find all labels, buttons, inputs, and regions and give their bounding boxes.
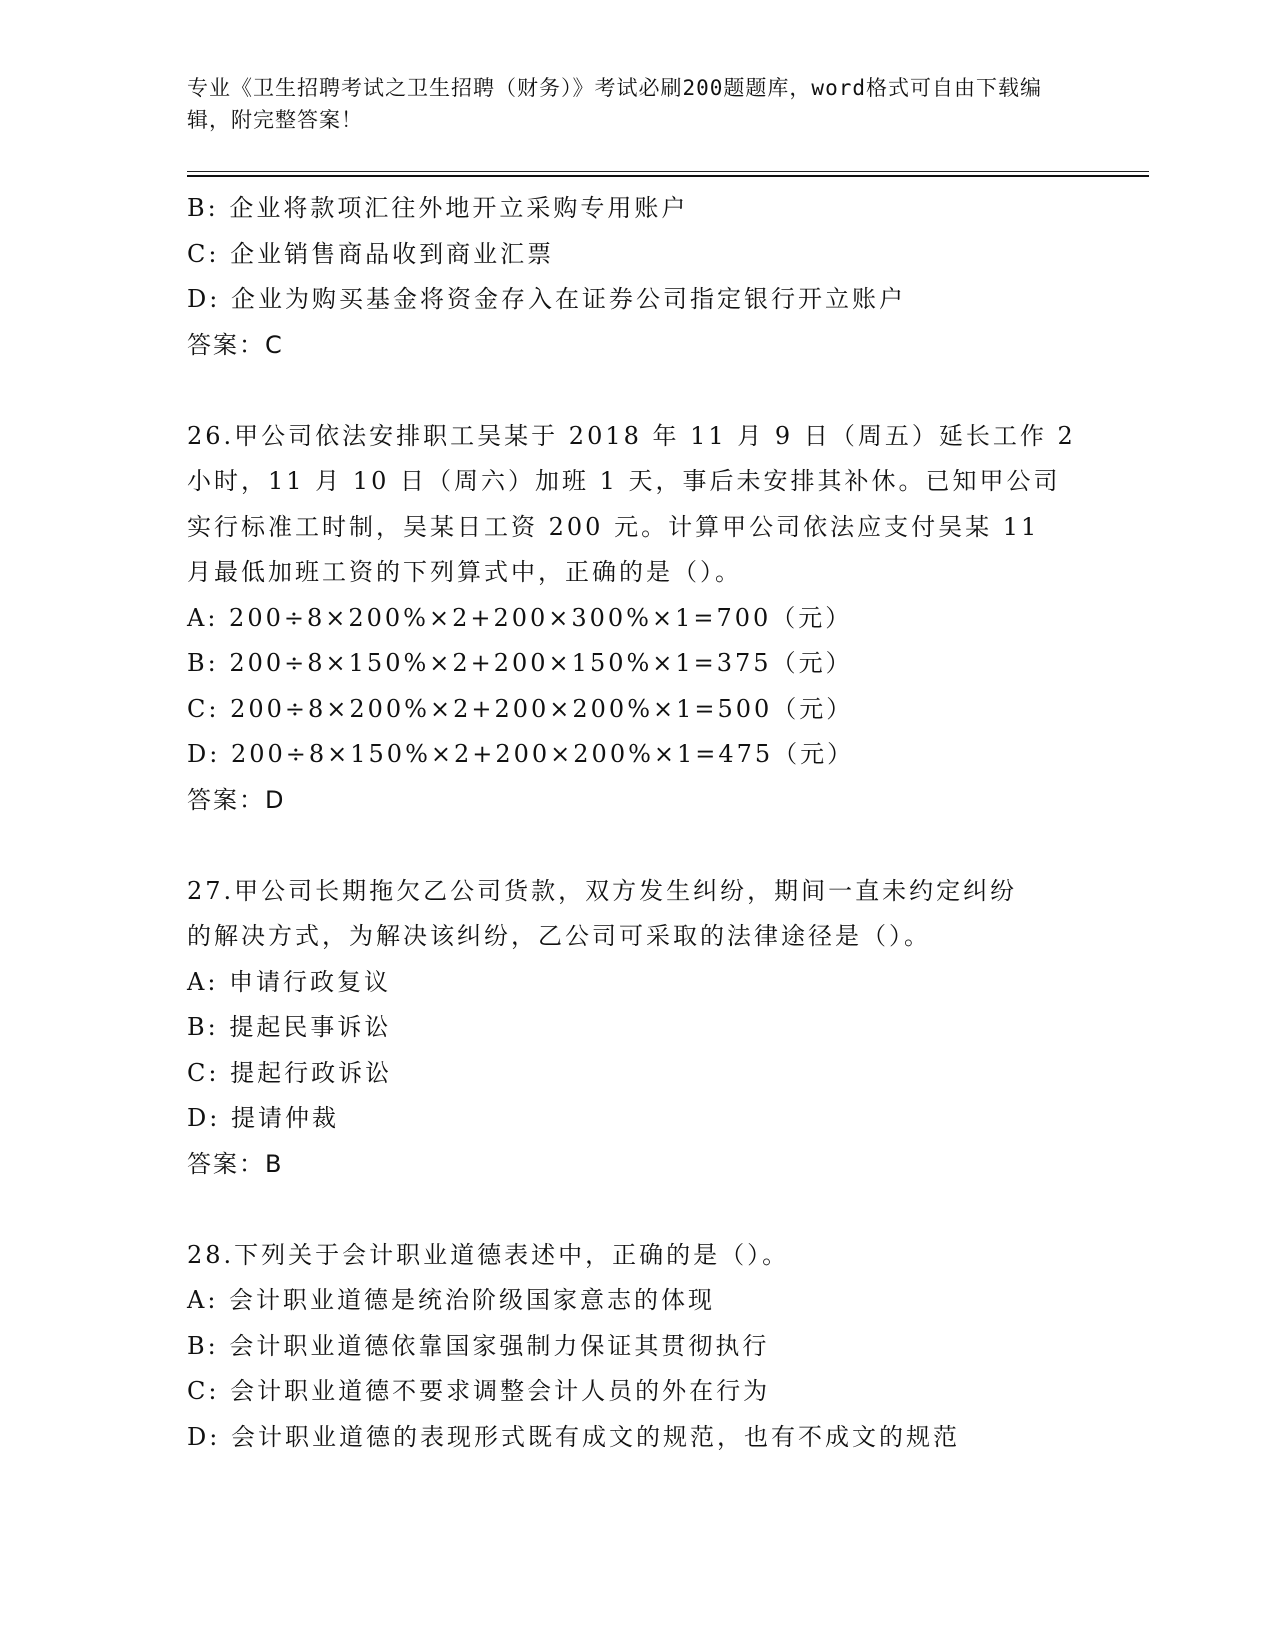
question-stem-line: 26.甲公司依法安排职工吴某于 2018 年 11 月 9 日（周五）延长工作 2: [187, 421, 1076, 450]
spacer: [187, 823, 1087, 869]
question-stem-line: 实行标准工时制，吴某日工资 200 元。计算甲公司依法应支付吴某 11: [187, 512, 1040, 541]
question-stem-line: 28.下列关于会计职业道德表述中，正确的是（）。: [187, 1240, 790, 1269]
option-a: A: 会计职业道德是统治阶级国家意志的体现: [187, 1286, 716, 1314]
header-rule-thin: [187, 171, 1149, 172]
option-c: C: 提起行政诉讼: [187, 1058, 393, 1087]
question-stem-line: 27.甲公司长期拖欠乙公司货款，双方发生纠纷，期间一直未约定纠纷: [187, 876, 1018, 905]
option-b: B: 企业将款项汇往外地开立采购专用账户: [187, 194, 689, 222]
option-c: C: 200÷8×200%×2+200×200%×1=500（元）: [187, 694, 854, 723]
question-stem-line: 小时，11 月 10 日（周六）加班 1 天，事后未安排其补休。已知甲公司: [187, 467, 1061, 495]
option-d: D: 200÷8×150%×2+200×200%×1=475（元）: [187, 740, 855, 768]
answer-label: 答案：B: [187, 1149, 284, 1178]
option-a: A: 申请行政复议: [187, 967, 392, 996]
spacer: [187, 1187, 1087, 1233]
prev-question-block: [187, 186, 1087, 368]
spacer: [187, 368, 1087, 414]
option-b: B: 提起民事诉讼: [187, 1013, 392, 1041]
option-d: D: 提请仲裁: [187, 1104, 339, 1132]
option-c: C: 企业销售商品收到商业汇票: [187, 239, 555, 268]
question-27: [187, 869, 1087, 1188]
question-28: [187, 1233, 1087, 1461]
option-a: A: 200÷8×200%×2+200×300%×1=700（元）: [187, 603, 853, 632]
option-b: B: 200÷8×150%×2+200×150%×1=375（元）: [187, 649, 853, 677]
answer-label: 答案：D: [187, 785, 286, 814]
header-rule-thick: [187, 175, 1149, 177]
question-content: [187, 186, 1087, 1460]
option-d: D: 企业为购买基金将资金存入在证券公司指定银行开立账户: [187, 285, 906, 313]
question-stem-line: 的解决方式，为解决该纠纷，乙公司可采取的法律途径是（）。: [187, 922, 931, 950]
option-d: D: 会计职业道德的表现形式既有成文的规范，也有不成文的规范: [187, 1422, 960, 1451]
option-b: B: 会计职业道德依靠国家强制力保证其贯彻执行: [187, 1331, 770, 1360]
document-header: 专业《卫生招聘考试之卫生招聘（财务）》考试必刷200题题库，word格式可自由下载编辑，附完整答案！: [187, 76, 1042, 132]
question-stem-line: 月最低加班工资的下列算式中，正确的是（）。: [187, 558, 742, 586]
question-26: [187, 414, 1087, 824]
option-c: C: 会计职业道德不要求调整会计人员的外在行为: [187, 1377, 771, 1405]
answer-label: 答案：C: [187, 330, 284, 359]
